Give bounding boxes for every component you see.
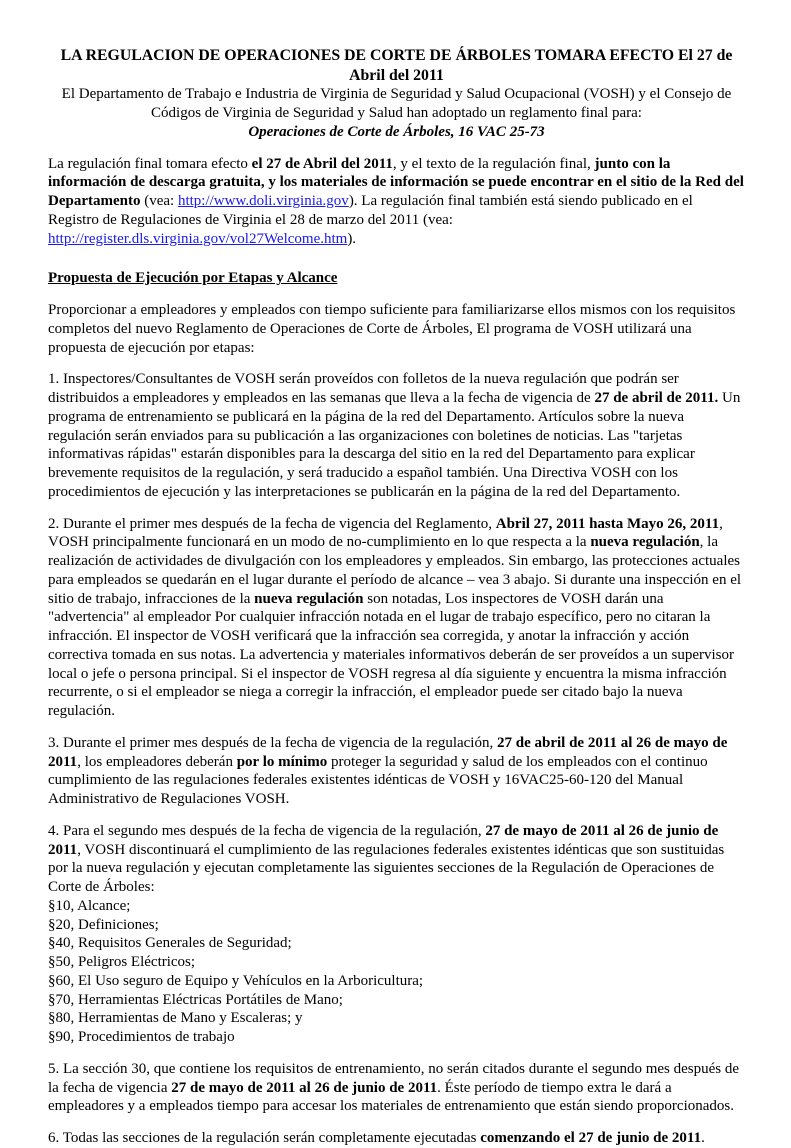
- text-run: .: [701, 1130, 705, 1147]
- text-run: Un programa de entrenamiento se publicará en la página de la red del Departamento. Artículos sobre la nueva regulación serán enviados para su publicación a las organizaciones con boletines de noticias. Las "tarjetas informativas rápidas" estarán disponibles para la descarga del sitio en la red del Departamento para explicar brevemente requisitos de la regulación, y será traducido a español también. Una Directiva VOSH con los procedimientos de ejecución y las interpretaciones se publicarán en la página de la red del Departamento.: [48, 390, 741, 500]
- text-run: 27 de abril de 2011.: [594, 390, 719, 407]
- text-run: 6. Todas las secciones de la regulación serán completamente ejecutadas: [48, 1130, 481, 1147]
- text-run: La regulación final tomara efecto: [48, 155, 252, 172]
- phase-item-4: [48, 822, 745, 897]
- intro-paragraph: [48, 155, 745, 249]
- text-run: nueva regulación: [590, 534, 700, 551]
- text-run: , VOSH principalmente funcionará en un modo de no-cumplimiento en lo que respecta a la: [48, 515, 723, 551]
- hyperlink[interactable]: http://register.dls.virginia.gov/vol27Welcome.htm: [48, 230, 348, 247]
- text-run: , la realización de actividades de divulgación con los empleadores y empleados. Sin embargo, las protecciones actuales para empleados se quedarán en el lugar durante el período de alcance – vea 3 abajo. Si durante una inspección en el sitio de trabajo, infracciones de la: [48, 534, 742, 607]
- text-run: 27 de abril de 2011 al 26 de mayo de 2011: [48, 734, 728, 770]
- text-run: 4. Para el segundo mes después de la fecha de vigencia de la regulación,: [48, 822, 486, 839]
- text-run: por lo mínimo: [236, 753, 328, 770]
- section-list-item: §50, Peligros Eléctricos;: [48, 954, 196, 971]
- text-run: 1. Inspectores/Consultantes de VOSH serán proveídos con folletos de la nueva regulación que podrán ser distribuidos a empleadores y empleados en las semanas que lleva a la fecha de vigencia de: [48, 371, 679, 407]
- text-run: , VOSH discontinuará el cumplimiento de las regulaciones federales existentes idénticas que son sustituidas por la nueva regulación y ejecutan completamente las siguientes secciones de la Regulación de Operaciones de Corte de Árboles:: [48, 841, 725, 896]
- phase-item-2: [48, 515, 745, 721]
- text-run: son notadas, Los inspectores de VOSH darán una "advertencia" al empleador Por cualquier infracción notada en el lugar de trabajo específico, pero no citaran la infracción. El inspector de VOSH verificará que la infracción sea corregida, y anotar la infracción y acción correctiva tomada en sus notas. La advertencia y materiales informativos deberán de ser proveídos a un supervisor local o jefe o persona principal. Si el inspector de VOSH regresa al día siguiente y encuentra la misma infracción recurrente, o si el empleador se niega a corregir la infracción, el empleador puede ser citado bajo la nueva regulación.: [48, 590, 735, 720]
- section-list-item: §60, El Uso seguro de Equipo y Vehículos en la Arboricultura;: [48, 972, 424, 989]
- text-run: (vea:: [140, 193, 178, 210]
- phase-item-3: [48, 734, 745, 809]
- text-run: comenzando el 27 de junio de 2011: [480, 1130, 702, 1147]
- phase-item-6: [48, 1129, 745, 1148]
- phase-item-1: [48, 370, 745, 501]
- regulation-sections-list: [48, 897, 745, 1047]
- proposal-paragraph: Proporcionar a empleadores y empleados con tiempo suficiente para familiarizarse ellos mismos con los requisitos completos del nuevo Reglamento de Operaciones de Corte de Árboles, El programa de VOSH utilizará una propuesta de ejecución por etapas:: [48, 302, 736, 356]
- text-run: proteger la seguridad y salud de los empleados con el continuo cumplimiento de las regulaciones federales existentes idénticas de VOSH y 16VAC25-60-120 del Manual Administrativo de Regulaciones VOSH.: [48, 753, 708, 808]
- text-run: , y el texto de la regulación final,: [392, 155, 595, 172]
- section-list-item: §40, Requisitos Generales de Seguridad;: [48, 935, 292, 952]
- text-run: 2. Durante el primer mes después de la fecha de vigencia del Reglamento,: [48, 515, 496, 532]
- text-run: 27 de mayo de 2011 al 26 de junio de 2011: [171, 1079, 438, 1096]
- section-list-item: §90, Procedimientos de trabajo: [48, 1029, 235, 1046]
- section-list-item: §20, Definiciones;: [48, 916, 159, 933]
- hyperlink[interactable]: http://www.doli.virginia.gov: [177, 193, 349, 210]
- section-heading: Propuesta de Ejecución por Etapas y Alcance: [48, 270, 338, 287]
- section-list-item: §10, Alcance;: [48, 897, 131, 914]
- text-run: nueva regulación: [254, 590, 364, 607]
- text-run: 27 de mayo de 2011 al 26 de junio de 2011: [48, 822, 719, 858]
- text-run: junto con la información de descarga gratuita, y los materiales de información se puede encontrar en el sitio de la Red del Departamento: [48, 155, 744, 210]
- text-run: 3. Durante el primer mes después de la fecha de vigencia de la regulación,: [48, 734, 497, 751]
- text-run: . Éste período de tiempo extra le dará a empleadores y a empleados tiempo para accesar los materiales de entrenamiento que están siendo proporcionados.: [48, 1079, 734, 1115]
- text-run: 5. La sección 30, que contiene los requisitos de entrenamiento, no serán citados durante el segundo mes después de la fecha de vigencia: [48, 1060, 740, 1096]
- text-run: el 27 de Abril del 2011: [251, 155, 393, 172]
- document-subtitle: El Departamento de Trabajo e Industria de Virginia de Seguridad y Salud Ocupacional (VOSH) y el Consejo de Códigos de Virginia de Seguridad y Salud han adoptado un reglamento final para:: [61, 86, 732, 122]
- phase-item-5: [48, 1060, 745, 1116]
- section-list-item: §70, Herramientas Eléctricas Portátiles de Mano;: [48, 991, 343, 1008]
- text-run: ).: [347, 230, 357, 247]
- document-title: LA REGULACION DE OPERACIONES DE CORTE DE ÁRBOLES TOMARA EFECTO El 27 de Abril del 2011: [60, 47, 733, 84]
- text-run: , los empleadores deberán: [77, 753, 237, 770]
- text-run: ). La regulación final también está siendo publicado en el Registro de Regulaciones de Virginia el 28 de marzo del 2011 (vea:: [48, 193, 693, 228]
- text-run: Abril 27, 2011 hasta Mayo 26, 2011: [495, 515, 720, 532]
- section-list-item: §80, Herramientas de Mano y Escaleras; y: [48, 1010, 303, 1027]
- regulation-name: Operaciones de Corte de Árboles, 16 VAC 25-73: [248, 123, 545, 140]
